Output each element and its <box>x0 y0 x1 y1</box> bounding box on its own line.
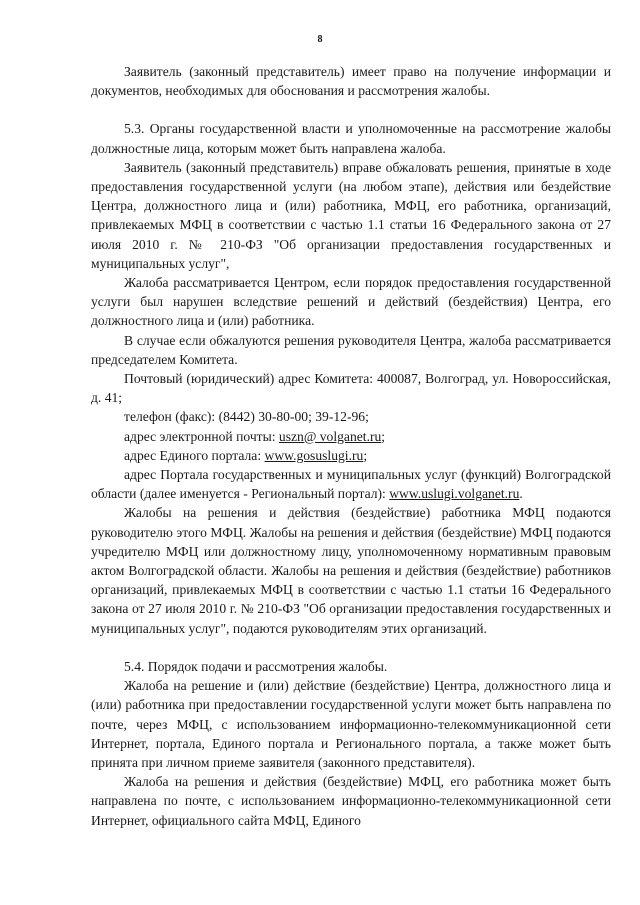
paragraph-email <box>91 427 611 446</box>
section-heading-5-3: 5.3. Органы государственной власти и уполномоченные на рассмотрение жалобы должностные лица, которым может быть направлена жалоба. <box>91 121 611 156</box>
regional-portal-suffix: . <box>519 486 523 502</box>
paragraph-postal-address: Почтовый (юридический) адрес Комитета: 400087, Волгоград, ул. Новороссийская, д. 41; <box>91 371 611 406</box>
paragraph-complaints-mfc: Жалобы на решения и действия (бездействие) работника МФЦ подаются руководителю этого МФЦ. Жалобы на решения и действия (бездействие) МФЦ подаются учредителю МФЦ или должностному лицу, уполномоченному нормативным правовым актом Волгоградской области. Жалобы на решения и действия (бездействие) работников организаций, привлекаемых МФЦ в соответствии с частью 1.1 статьи 16 Федерального закона от 27 июля 2010 г. № 210-ФЗ "Об организации предоставления государственных и муниципальных услуг", подаются руководителям этих организаций. <box>91 505 611 636</box>
page-number: 8 <box>317 34 323 45</box>
paragraph-phone-fax: телефон (факс): (8442) 30-80-00; 39-12-96; <box>124 409 369 425</box>
unified-portal-prefix: адрес Единого портала: <box>124 447 265 463</box>
paragraph-complaint-by-center: Жалоба рассматривается Центром, если порядок предоставления государственной услуги был нарушен вследствие решений и действий (бездействия) Центра, его должностного лица и (или) работника. <box>91 275 611 329</box>
document-body <box>91 62 611 830</box>
paragraph-right-to-information: Заявитель (законный представитель) имеет право на получение информации и документов, необходимых для обоснования и рассмотрения жалобы. <box>91 64 611 99</box>
email-suffix: ; <box>381 428 386 444</box>
paragraph-unified-portal <box>91 446 611 465</box>
section-heading-5-4: 5.4. Порядок подачи и рассмотрения жалобы. <box>124 658 388 674</box>
paragraph-right-to-appeal: Заявитель (законный представитель) вправе обжаловать решения, принятые в ходе предоставления государственной услуги (на любом этапе), действия или бездействие Центра, должностного лица и (или) работника, МФЦ, его работника, организаций, привлекаемых МФЦ в соответствии с частью 1.1 статьи 16 Федерального закона от 27 июля 2010 г. № 210-ФЗ "Об организации предоставления государственных и муниципальных услуг", <box>91 159 611 271</box>
paragraph-complaint-submission-mfc: Жалоба на решения и действия (бездействие) МФЦ, его работника может быть направлена по почте, с использованием информационно-телекоммуникационной сети Интернет, официального сайта МФЦ, Единого <box>91 774 611 828</box>
paragraph-regional-portal <box>91 465 611 503</box>
paragraph-complaint-submission-center: Жалоба на решение и (или) действие (бездействие) Центра, должностного лица и (или) работника при предоставлении государственной услуги может быть направлена по почте, через МФЦ, с использованием информационно-телекоммуникационной сети Интернет, портала, Единого портала и Регионального портала, а также может быть принята при личном приеме заявителя (законного представителя). <box>91 678 611 770</box>
regional-portal-link[interactable]: www.uslugi.volganet.ru <box>389 486 520 502</box>
regional-portal-prefix: адрес Портала государственных и муниципальных услуг (функций) Волгоградской области (далее именуется - Региональный портал): <box>91 467 611 502</box>
unified-portal-link[interactable]: www.gosuslugi.ru <box>264 447 364 463</box>
paragraph-complaint-by-chairman: В случае если обжалуются решения руководителя Центра, жалоба рассматривается председателем Комитета. <box>91 332 611 367</box>
email-prefix: адрес электронной почты: <box>124 428 279 444</box>
unified-portal-suffix: ; <box>363 447 368 463</box>
email-link[interactable]: uszn@ volganet.ru <box>278 428 382 444</box>
